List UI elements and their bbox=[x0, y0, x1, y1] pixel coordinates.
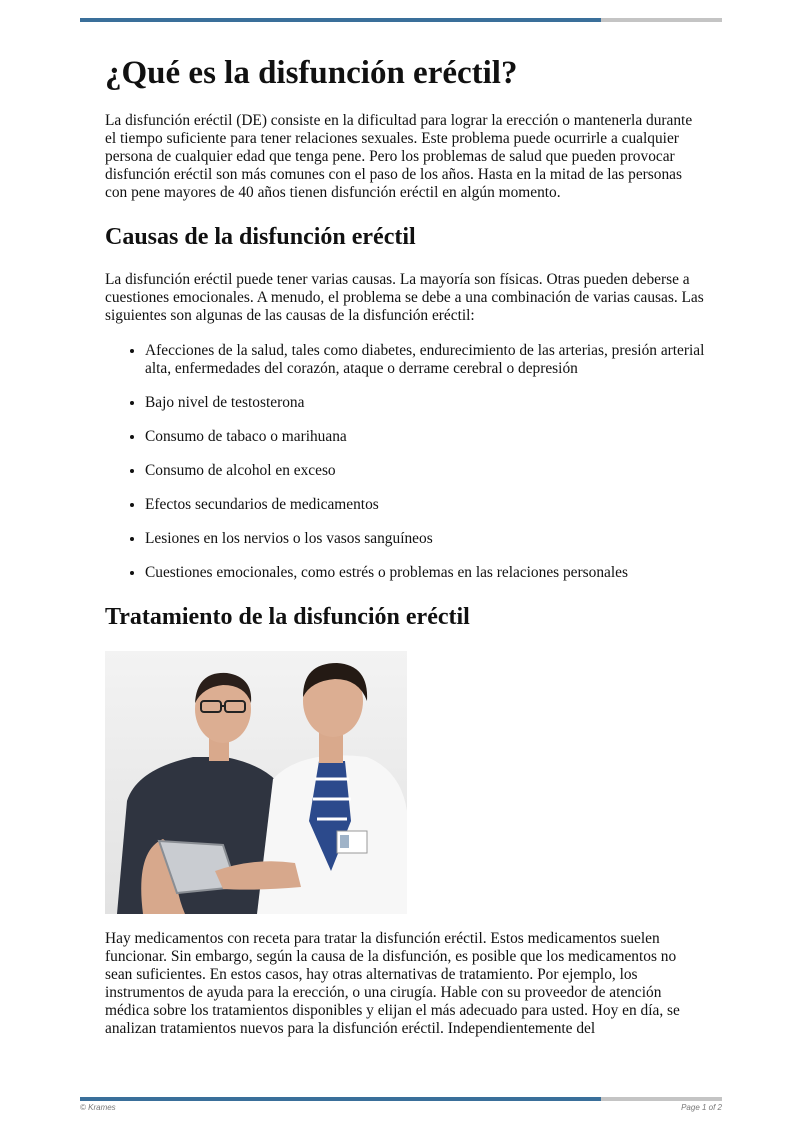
header-progress-bar bbox=[80, 18, 722, 22]
list-item: • Efectos secundarios de medicamentos bbox=[145, 496, 705, 514]
list-item: • Consumo de alcohol en exceso bbox=[145, 462, 705, 480]
intro-paragraph: La disfunción eréctil (DE) consiste en la dificultad para lograr la erección o mantenerla durante el tiempo suficiente para tener relaciones sexuales. Este problema puede ocurrirle a cualquier persona de cualquier edad que tenga pene. Pero los problemas de salud que pueden provocar disfunción eréctil son más comunes con el paso de los años. Hasta en la mitad de las personas con pene mayores de 40 años tienen disfunción eréctil en algún momento. bbox=[105, 111, 693, 201]
causes-paragraph: La disfunción eréctil puede tener varias causas. La mayoría son físicas. Otras pueden deberse a cuestiones emocionales. A menudo, el problema se debe a una combinación de varias causas. Las siguientes son algunas de las causas de la disfunción eréctil: bbox=[105, 270, 704, 324]
list-item: • Bajo nivel de testosterona bbox=[145, 394, 705, 412]
page-title: ¿Qué es la disfunción eréctil? bbox=[105, 55, 518, 91]
footer-progress-bar bbox=[80, 1097, 722, 1101]
header-bar-fill bbox=[80, 18, 601, 22]
causes-heading: Causas de la disfunción eréctil bbox=[105, 224, 416, 251]
list-item: • Consumo de tabaco o marihuana bbox=[145, 428, 705, 446]
list-item: • Lesiones en los nervios o los vasos sanguíneos bbox=[145, 530, 705, 548]
causes-list bbox=[105, 342, 705, 582]
treatment-paragraph: Hay medicamentos con receta para tratar la disfunción eréctil. Estos medicamentos suelen funcionar. Sin embargo, según la causa de la disfunción, es posible que los medicamentos no sean suficientes. En estos casos, hay otras alternativas de tratamiento. Por ejemplo, los instrumentos de ayuda para la erección, o una cirugía. Hable con su proveedor de atención médica sobre los tratamientos disponibles y elijan el más adecuado para usted. Hoy en día, se analizan tratamientos nuevos para la disfunción eréctil. Independientemente del bbox=[105, 930, 680, 1038]
footer-bar-fill bbox=[80, 1097, 601, 1101]
consultation-photo bbox=[105, 651, 407, 914]
list-item: • Afecciones de la salud, tales como diabetes, endurecimiento de las arterias, presión arterial alta, enfermedades del corazón, ataque o derrame cerebral o depresión bbox=[145, 342, 705, 378]
treatment-heading: Tratamiento de la disfunción eréctil bbox=[105, 603, 470, 630]
document-body bbox=[105, 55, 705, 1038]
footer-page-number: Page 1 of 2 bbox=[681, 1103, 722, 1112]
footer-copyright: © Krames bbox=[80, 1103, 116, 1112]
list-item: • Cuestiones emocionales, como estrés o problemas en las relaciones personales bbox=[145, 564, 705, 582]
